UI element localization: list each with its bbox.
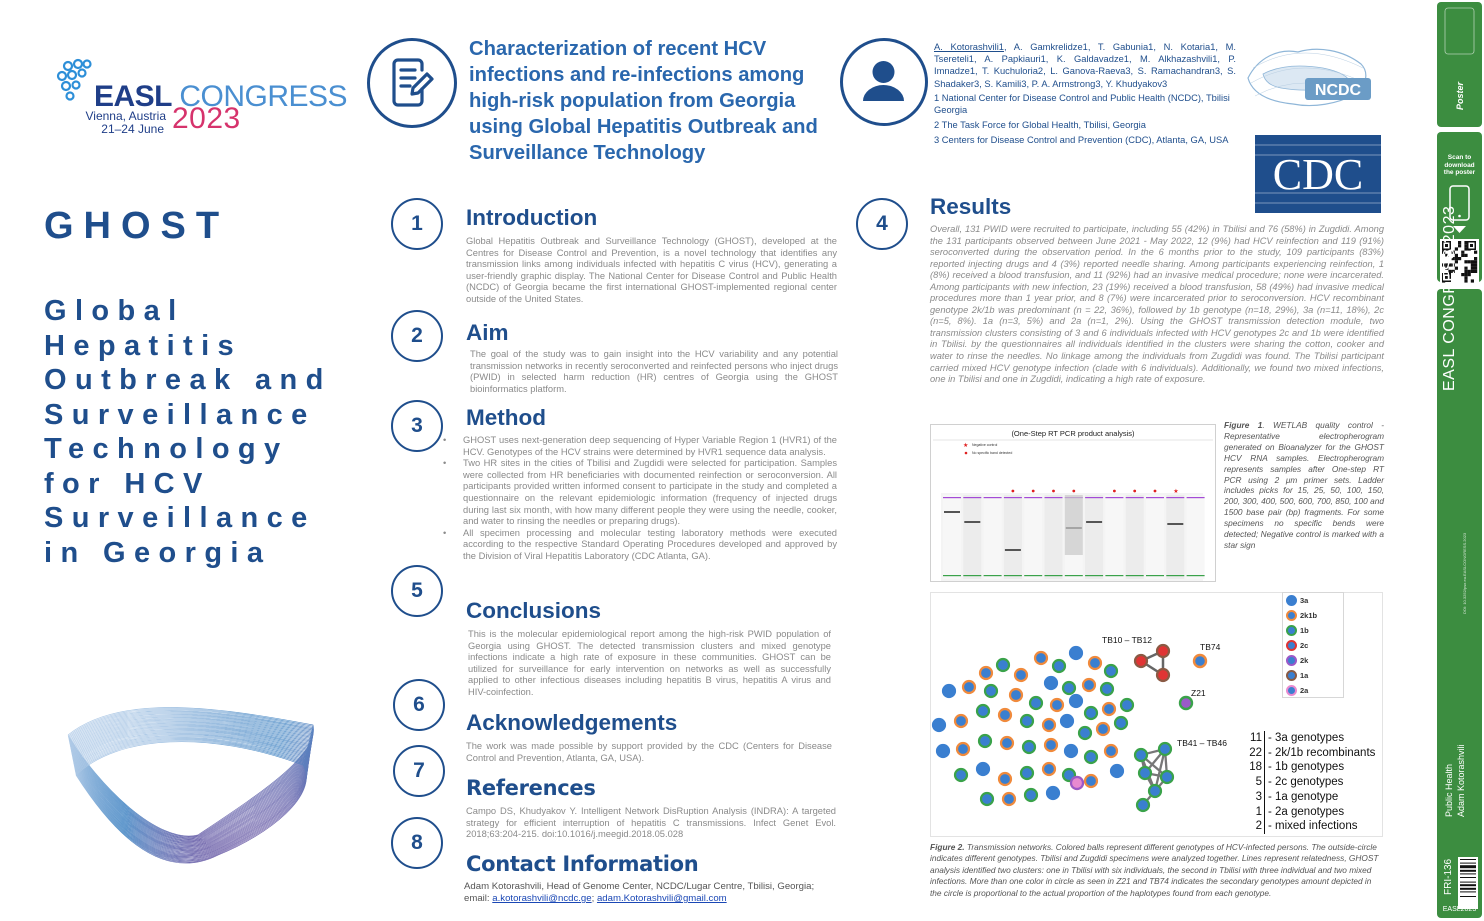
network-node xyxy=(977,705,989,717)
strip-code: FRI-136 xyxy=(1443,858,1454,895)
gel-lane xyxy=(1004,495,1022,579)
eposter-brand-tab xyxy=(1437,2,1482,127)
gel-marker-band xyxy=(943,575,961,576)
section-number-1: 1 xyxy=(391,198,443,250)
references-text: Campo DS, Khudyakov Y. Intelligent Network DisRuption Analysis (INDRA): A targeted strategy for efficient interruption of hepatitis C transmissions. Infect Genet Evol. 2018;63:204-215. doi:10.1016/j.meegid.2018.05.028 xyxy=(466,806,836,840)
network-node xyxy=(957,743,969,755)
affiliation-3: 3 Centers for Disease Control and Prevention (CDC), Atlanta, GA, USA xyxy=(934,135,1229,145)
network-node xyxy=(1111,765,1123,777)
star-icon: ★ xyxy=(963,443,969,449)
legend-label: 2k1b xyxy=(1300,611,1318,620)
network-node xyxy=(1180,697,1192,709)
network-node xyxy=(981,793,993,805)
genotype-count: 11 xyxy=(1250,732,1262,744)
gel-marker-band xyxy=(1045,497,1063,498)
gel-smear xyxy=(1065,495,1083,555)
section-number-2: 2 xyxy=(391,310,443,362)
network-node xyxy=(999,709,1011,721)
network-node xyxy=(1157,645,1169,657)
gel-marker-band xyxy=(1065,575,1083,576)
gel-title: (One-Step RT PCR product analysis) xyxy=(1011,429,1135,438)
introduction-text: Global Hepatitis Outbreak and Surveillance Technology (GHOST), developed at the Centres for Disease Control and Prevention, is a novel technology that identifies any transmission links among individuals infected with hepatitis C virus (HCV), generating a user-friendly graphic display. The National Center for Disease Control and Public Health (NCDC) of Georgia became the first international GHOST-implemented regional center outside of the United States. xyxy=(466,236,837,304)
genotype-count-row xyxy=(1248,775,1375,790)
network-node xyxy=(1139,767,1151,779)
method-item: • GHOST uses next-generation deep sequencing of Hyper Variable Region 1 (HVR1) of the HCV. Genotypes of the HCV strains were determined by HVR1 sequence data analysis. xyxy=(463,435,837,458)
gel-band xyxy=(944,511,960,513)
poster-title: Characterization of recent HCV infections and re-infections among high-risk population from Georgia using Global Hepatitis Outbreak and Surveillance Technology xyxy=(469,38,818,164)
network-node xyxy=(1035,652,1047,664)
genotype-legend xyxy=(1282,592,1344,698)
network-node xyxy=(937,745,949,757)
cluster-label-tb41-tb46: TB41 – TB46 xyxy=(1177,738,1227,748)
gel-marker-band xyxy=(1187,575,1205,576)
network-node xyxy=(1085,751,1097,763)
barcode-icon xyxy=(1458,857,1478,909)
gel-lane xyxy=(943,495,961,579)
gel-marker-band xyxy=(1126,575,1144,576)
legend-item xyxy=(1283,638,1343,653)
gel-marker-band xyxy=(1187,497,1205,498)
network-node xyxy=(999,773,1011,785)
gel-lane xyxy=(1085,495,1103,579)
network-node xyxy=(1161,771,1173,783)
author-icon xyxy=(840,38,928,126)
genotype-label: - 1a genotype xyxy=(1264,790,1338,805)
network-node xyxy=(1071,777,1083,789)
method-list xyxy=(463,435,837,563)
section-number-3: 3 xyxy=(391,400,443,452)
ghost-full-name: Global Hepatitis Outbreak and Surveillance Technology for HCV Surveillance in Georgia xyxy=(44,295,332,569)
contact-text: Adam Kotorashvili, Head of Genome Center, NCDC/Lugar Centre, Tbilisi, Georgia; email: a.kotorashvili@ncdc.ge; adam.Kotorashvili@gmail.com xyxy=(464,881,815,904)
session-info-tab xyxy=(1437,205,1482,918)
gel-marker-band xyxy=(1004,575,1022,576)
gel-lane xyxy=(1045,495,1063,579)
cluster-label-tb74: TB74 xyxy=(1200,642,1221,652)
network-node xyxy=(955,715,967,727)
network-node xyxy=(1053,660,1065,672)
acknowledgements-text: The work was made possible by support provided by the CDC (Centers for Disease Control and Prevention, Atlanta, GA, USA). xyxy=(466,741,832,763)
network-node xyxy=(1045,677,1057,689)
gel-marker-band xyxy=(1024,497,1042,498)
network-node xyxy=(1149,785,1161,797)
author-list: A. Kotorashvili1, A. Gamkrelidze1, T. Gabunia1, N. Kotaria1, M. Tsereteli1, A. Papkiauri1, K. Galdavadze1, M. Alkhazashvili1, P. Imnadze1, T. Kuchuloria2, L. Ganova-Raeva3, S. Ramachandran3, S. Shadaker3, S. Kamili3, P. A. Armstrong3, Y. Khudyakov3 xyxy=(934,42,1237,89)
gel-band xyxy=(1086,521,1102,523)
legend-label: 2k xyxy=(1300,656,1309,665)
gel-marker-band xyxy=(963,497,981,498)
network-node xyxy=(980,667,992,679)
network-node xyxy=(1135,655,1147,667)
genotype-label: - 2a genotypes xyxy=(1264,805,1344,820)
gel-marker-band xyxy=(1146,497,1164,498)
no-band-dot xyxy=(1012,490,1015,493)
network-node xyxy=(1101,683,1113,695)
network-node xyxy=(1089,657,1101,669)
gel-band xyxy=(964,521,980,523)
figure-1-electropherogram xyxy=(930,424,1216,582)
cdc-logo xyxy=(1255,135,1381,213)
legend-dot-icon xyxy=(1286,685,1297,696)
legend-dot-icon xyxy=(1286,670,1297,681)
network-node xyxy=(1079,727,1091,739)
legend-item xyxy=(1283,653,1343,668)
no-band-dot xyxy=(1133,490,1136,493)
logo-dates: 21–24 June xyxy=(101,122,164,136)
gel-marker-band xyxy=(1085,497,1103,498)
figure-1-caption: Figure 1. WETLAB quality control - Representative electropherogram generated on Bioanalyzer for the GHOST HCV RNA samples. Electropherogram represents samples after One-step RT PCR using 2 μm primer sets. Ladder includes picks for 15, 25, 50, 100, 150, 200, 300, 400, 500, 600, 700, 850, 100 and 1500 base pair (bp) fragments. For some specimens no specific bends were detected; Negative control is marked with a star sign xyxy=(1224,420,1384,550)
legend-label: 1a xyxy=(1300,671,1309,680)
strip-topic: Public Health xyxy=(1444,763,1454,817)
email-link-gmail[interactable]: adam.Kotorashvili@gmail.com xyxy=(596,893,727,904)
cluster-label-tb10-tb12: TB10 – TB12 xyxy=(1102,635,1152,645)
introduction-heading: Introduction xyxy=(466,205,598,230)
gel-marker-band xyxy=(943,497,961,498)
logo-year: 2023 xyxy=(172,102,241,135)
legend-label: 3a xyxy=(1300,596,1309,605)
results-text: Overall, 131 PWID were recruited to participate, including 55 (42%) in Tbilisi and 76 (58%) in Zugdidi. Among the 131 participants observed between June 2021 - May 2022, 12 (9%) had HCV reinfection and 119 (91%) seroconverted during the observation period. In the 6 months prior to the study, 109 participants (83%) reported injecting drugs and 4 (3%) reported needle sharing. Among participants experiencing reinfection, 1 (8%) received a blood transfusion, and 11 (92%) had an invasive medical procedure; none were incarcerated. Among participants with new infection, 23 (19%) received a blood transfusion, 58 (49%) had invasive medical procedures more than 1 year prior, and 8 (7%) were incarcerated prior to seroconversion. HCV recombinant genotype 2k/1b was predominant (n = 22, 36%), followed by 1b genotype (n=18, 29%), 3a (n=11, 18%), 2c (n=5, 8%). 1a (n=3, 5%) and 2a (n=1, 2%). Using the GHOST transmission detection module, two transmission clusters consisting of 3 and 6 individuals infected with HCV genotypes 2c and 1b were identified in Tbilisi. by the questionnaires all individuals identified in the clusters were sharing the cotton, cooker and water to rinse the needles. No linkage among the individuals from Zugdidi was found. The Tbilisi participant carried mixed HCV genotype infection (clade with 6 individuals). Additionally, we found two mixed infections, one in Tbilisi and one in Zugdidi, indicating a high rate of exposure. xyxy=(930,224,1384,385)
network-node xyxy=(1025,789,1037,801)
network-node xyxy=(1115,717,1127,729)
genotype-label: - 1b genotypes xyxy=(1264,760,1344,775)
network-node xyxy=(1023,741,1035,753)
legend-dot-icon xyxy=(1286,640,1297,651)
gel-lane xyxy=(984,495,1002,579)
strip-author: Adam Kotorashvili xyxy=(1456,744,1466,817)
legend-dot-icon xyxy=(1286,625,1297,636)
gel-marker-band xyxy=(984,575,1002,576)
network-node xyxy=(1010,689,1022,701)
network-node xyxy=(1085,775,1097,787)
network-node xyxy=(1015,669,1027,681)
section-number-7: 7 xyxy=(393,745,445,797)
network-node xyxy=(1159,743,1171,755)
network-node xyxy=(1070,695,1082,707)
network-node xyxy=(1047,787,1059,799)
liver-illustration xyxy=(58,685,328,905)
gel-lane xyxy=(1166,495,1184,579)
cluster-label-z21: Z21 xyxy=(1191,688,1206,698)
network-node xyxy=(1021,715,1033,727)
poster-brand-text: Poster xyxy=(1455,81,1465,110)
cdc-logo-text: CDC xyxy=(1272,150,1364,199)
strip-footer: EASL2023 xyxy=(1442,906,1477,913)
results-heading: Results xyxy=(930,194,1012,219)
network-node xyxy=(1061,715,1073,727)
network-node xyxy=(997,659,1009,671)
network-node xyxy=(955,769,967,781)
genotype-count-row xyxy=(1248,731,1375,746)
no-band-dot xyxy=(1072,490,1075,493)
network-node xyxy=(933,719,945,731)
gel-lane xyxy=(963,495,981,579)
gel-marker-band xyxy=(1085,575,1103,576)
genotype-count: 5 xyxy=(1255,776,1262,789)
gel-band xyxy=(1005,549,1021,551)
genotype-label: - mixed infections xyxy=(1264,819,1357,834)
network-node xyxy=(1083,679,1095,691)
network-node xyxy=(1030,697,1042,709)
network-node xyxy=(963,681,975,693)
gel-band xyxy=(1167,523,1183,525)
network-node xyxy=(1105,665,1117,677)
legend-item xyxy=(1283,623,1343,638)
method-heading: Method xyxy=(466,405,546,430)
genotype-count: 22 xyxy=(1249,746,1262,759)
gel-marker-band xyxy=(1166,575,1184,576)
network-node xyxy=(979,735,991,747)
affiliation-1: 1 National Center for Disease Control and Public Health (NCDC), Tbilisi Georgia xyxy=(934,93,1230,116)
network-node xyxy=(1105,745,1117,757)
network-node xyxy=(1003,793,1015,805)
negative-control-star: ★ xyxy=(1173,489,1179,495)
legend-item xyxy=(1283,668,1343,683)
network-node xyxy=(1085,707,1097,719)
gel-marker-band xyxy=(1045,575,1063,576)
legend-item xyxy=(1283,608,1343,623)
genotype-count-row xyxy=(1248,746,1375,761)
genotype-label: - 2k/1b recombinants xyxy=(1264,746,1375,761)
legend-dot-icon xyxy=(1286,595,1297,606)
genotype-count: 2 xyxy=(1255,820,1262,833)
legend-negative-control: Negative control xyxy=(972,443,998,447)
gel-lane xyxy=(1105,495,1123,579)
strip-doi: DOI: 10.3252/pso.eu.EASLCONGRESS.2023 xyxy=(1462,532,1467,614)
section-number-6: 6 xyxy=(393,679,445,731)
network-node xyxy=(1063,682,1075,694)
genotype-label: - 2c genotypes xyxy=(1264,775,1343,790)
gel-lane xyxy=(1024,495,1042,579)
strip-congress: EASL CONGRESS 2023 xyxy=(1441,205,1458,391)
affiliation-2: 2 The Task Force for Global Health, Tbilisi, Georgia xyxy=(934,120,1146,130)
genotype-count-row xyxy=(1248,805,1375,820)
gel-marker-band xyxy=(1024,575,1042,576)
network-node xyxy=(1045,739,1057,751)
genotype-count-row xyxy=(1248,819,1375,834)
genotype-count: 18 xyxy=(1249,761,1262,774)
no-band-dot xyxy=(1113,490,1116,493)
no-band-dot xyxy=(1052,490,1055,493)
method-item: • Two HR sites in the cities of Tbilisi and Zugdidi were selected for participation. Samples were collected from HR beneficiaries with documented reinfection or seroconversion. All participants provided written informed consent to participate in the study and completed a questionnaire on the relevant epidemiologic information (frequency of injected drugs during last six month, with how many different people they were using the needle, cooker, and water to rinsing the needles or preparing drugs). xyxy=(463,458,837,528)
section-number-4: 4 xyxy=(856,198,908,250)
aim-heading: Aim xyxy=(466,320,509,345)
genotype-count: 1 xyxy=(1255,805,1262,818)
references-heading: References xyxy=(466,776,596,800)
figure-2-caption: Figure 2. Transmission networks. Colored balls represent different genotypes of HCV-infected persons. The outside-circle indicates different genotypes. Tbilisi and Zugdidi specimens were analyzed together. Lines represent relatedness, GHOST analysis identified two clusters: one in Tbilisi with six individuals, the second in Tbilisi with three individual and two mixed infections. More than one color in circle as seen in Z21 and TB74 indicates the secondary genotypes amount depicted in the circle is proportional to the actual proportion of the haplotypes found from each genotype. xyxy=(930,842,1379,898)
gel-marker-band xyxy=(1004,497,1022,498)
legend-item xyxy=(1283,593,1343,608)
gel-marker-band xyxy=(1126,497,1144,498)
scan-download-text: Scan to download the poster xyxy=(1443,154,1476,176)
no-band-dot xyxy=(1154,490,1157,493)
gel-lane xyxy=(1146,495,1164,579)
method-item: • All specimen processing and molecular testing laboratory methods were executed according to the respective Standard Operating Procedures developed and approved by the Division of Viral Hepatitis Laboratory (CDC Atlanta, GA). xyxy=(463,528,837,563)
network-node xyxy=(1043,719,1055,731)
conclusions-heading: Conclusions xyxy=(466,598,602,623)
genotype-count-row xyxy=(1248,760,1375,775)
network-node xyxy=(1137,799,1149,811)
gel-marker-band xyxy=(1146,575,1164,576)
ghost-acronym: GHOST xyxy=(44,205,230,247)
ncdc-logo xyxy=(1243,38,1378,118)
gel-marker-band xyxy=(963,575,981,576)
network-node xyxy=(985,685,997,697)
document-icon xyxy=(367,38,457,128)
network-node xyxy=(1001,737,1013,749)
genotype-counts xyxy=(1248,731,1375,834)
gel-lane xyxy=(1126,495,1144,579)
network-node xyxy=(1043,763,1055,775)
network-node xyxy=(1121,699,1133,711)
network-node xyxy=(1051,699,1063,711)
gel-marker-band xyxy=(984,497,1002,498)
legend-dot-icon xyxy=(1286,655,1297,666)
conclusions-text: This is the molecular epidemiological report among the high-risk PWID population of Georgia using GHOST. The detected transmission clusters and mixed genotype infections indicate a high rate of exposure in these communities. GHOST can be utilized for surveillance for early intervention on networks as well as successfully applied to other infectious diseases including hepatitis B virus, hepatitis A virus and HIV-coinfection. xyxy=(468,629,831,697)
section-number-5: 5 xyxy=(391,565,443,617)
ncdc-logo-text: NCDC xyxy=(1314,82,1362,99)
network-node xyxy=(1194,655,1206,667)
genotype-label: - 3a genotypes xyxy=(1264,731,1344,746)
legend-no-specific-band: No specific band detected xyxy=(972,451,1013,455)
network-node xyxy=(1157,669,1169,681)
no-band-dot xyxy=(1032,490,1035,493)
network-node xyxy=(977,763,989,775)
network-node xyxy=(1103,703,1115,715)
genotype-count-row xyxy=(1248,790,1375,805)
network-node xyxy=(1135,749,1147,761)
legend-label: 1b xyxy=(1300,626,1309,635)
legend-label: 2a xyxy=(1300,686,1309,695)
gel-marker-band xyxy=(1166,497,1184,498)
gel-marker-band xyxy=(1105,575,1123,576)
genotype-count: 3 xyxy=(1255,790,1262,803)
contact-heading: Contact Information xyxy=(466,852,699,876)
network-node xyxy=(1065,745,1077,757)
section-number-8: 8 xyxy=(391,817,443,869)
logo-city: Vienna, Austria xyxy=(85,109,166,123)
legend-label: 2c xyxy=(1300,641,1309,650)
gel-marker-band xyxy=(1105,497,1123,498)
gel-lane xyxy=(1187,495,1205,579)
easl-logo-text: EASL CONGRESS xyxy=(94,80,348,113)
legend-item xyxy=(1283,683,1343,698)
legend-dot-icon xyxy=(1286,610,1297,621)
acknowledgements-heading: Acknowledgements xyxy=(466,710,678,735)
network-node xyxy=(943,685,955,697)
dot-icon xyxy=(965,452,968,455)
email-link-ncdc[interactable]: a.kotorashvili@ncdc.ge xyxy=(492,893,592,904)
network-node xyxy=(1021,767,1033,779)
aim-text: The goal of the study was to gain insight into the HCV variability and any potential transmission networks in recently seroconverted and reinfected persons who inject drugs (PWID) in selected harm reduction (HR) centres of Georgia using the GHOST bioinformatics platform. xyxy=(470,349,838,394)
network-node xyxy=(1070,647,1082,659)
network-node xyxy=(1097,723,1109,735)
